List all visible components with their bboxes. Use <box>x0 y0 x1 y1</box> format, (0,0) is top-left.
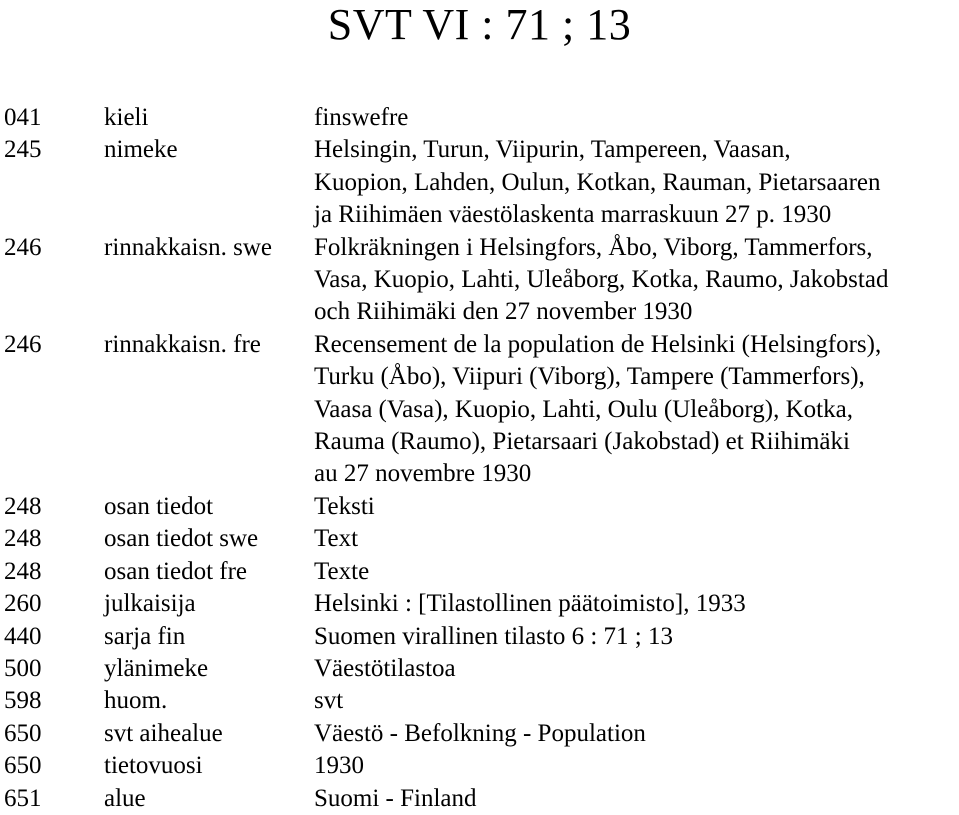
page-title: SVT VI : 71 ; 13 <box>327 0 632 49</box>
field-name: rinnakkaisn. fre <box>104 330 261 358</box>
field-value: Folkräkningen i Helsingfors, Åbo, Viborg, Tammerfors, Vasa, Kuopio, Lahti, Uleåborg, Kotka, Raumo, Jakobstad och Riihimäki den 27 november 1930 <box>314 233 889 326</box>
field-value: Suomen virallinen tilasto 6 : 71 ; 13 <box>314 622 673 650</box>
field-value: Väestötilastoa <box>314 654 456 682</box>
field-value: Helsinki : [Tilastollinen päätoimisto], 1933 <box>314 590 746 618</box>
field-tag: 440 <box>4 622 42 650</box>
record-row <box>0 556 959 588</box>
record-row <box>0 329 959 491</box>
field-name: sarja fin <box>104 622 186 650</box>
record-row <box>0 653 959 685</box>
field-value: svt <box>314 687 344 715</box>
field-tag: 500 <box>4 654 42 682</box>
field-tag: 260 <box>4 590 42 618</box>
field-name: osan tiedot <box>104 492 214 520</box>
field-tag: 248 <box>4 557 42 585</box>
record-row <box>0 750 959 782</box>
record-row <box>0 718 959 750</box>
field-tag: 650 <box>4 719 42 747</box>
field-name: julkaisija <box>104 590 196 618</box>
field-name: huom. <box>104 687 168 715</box>
record-row <box>0 102 959 134</box>
record-row <box>0 134 959 231</box>
field-name: kieli <box>104 104 149 131</box>
field-value: Väestö - Befolkning - Population <box>314 719 646 747</box>
field-tag: 245 <box>4 136 42 164</box>
record-row <box>0 621 959 653</box>
field-tag: 650 <box>4 752 42 780</box>
field-tag: 598 <box>4 687 42 715</box>
field-value: Helsingin, Turun, Viipurin, Tampereen, Vaasan, Kuopion, Lahden, Oulun, Kotkan, Rauman, Pietarsaaren ja Riihimäen väestölaskenta marraskuun 27 p. 1930 <box>314 136 881 229</box>
field-name: svt aihealue <box>104 719 223 747</box>
field-name: nimeke <box>104 136 178 164</box>
field-name: tietovuosi <box>104 752 203 780</box>
field-value: Texte <box>314 557 370 585</box>
record-row <box>0 232 959 329</box>
record-row <box>0 491 959 523</box>
field-value: Suomi - Finland <box>314 784 477 812</box>
field-name: osan tiedot fre <box>104 557 248 585</box>
field-value: Text <box>314 525 359 553</box>
field-tag: 651 <box>4 784 42 812</box>
record-row <box>0 588 959 620</box>
field-tag: 041 <box>4 104 42 131</box>
field-name: osan tiedot swe <box>104 525 259 553</box>
field-name: ylänimeke <box>104 654 209 682</box>
field-tag: 248 <box>4 492 42 520</box>
field-value: 1930 <box>314 752 364 780</box>
field-tag: 246 <box>4 233 42 261</box>
field-tag: 248 <box>4 525 42 553</box>
record-row <box>0 523 959 555</box>
field-tag: 246 <box>4 330 42 358</box>
field-value: finswefre <box>314 104 409 131</box>
field-name: alue <box>104 784 146 812</box>
field-name: rinnakkaisn. swe <box>104 233 273 261</box>
field-value: Teksti <box>314 492 375 520</box>
field-value: Recensement de la population de Helsinki (Helsingfors), Turku (Åbo), Viipuri (Viborg), Tampere (Tammerfors), Vaasa (Vasa), Kuopio, Lahti, Oulu (Uleåborg), Kotka, Rauma (Raumo), Pietarsaari (Jakobstad) et Riihimäki au 27 novembre 1930 <box>314 330 882 488</box>
record-row <box>0 685 959 717</box>
catalog-record <box>0 102 959 815</box>
record-row <box>0 783 959 815</box>
